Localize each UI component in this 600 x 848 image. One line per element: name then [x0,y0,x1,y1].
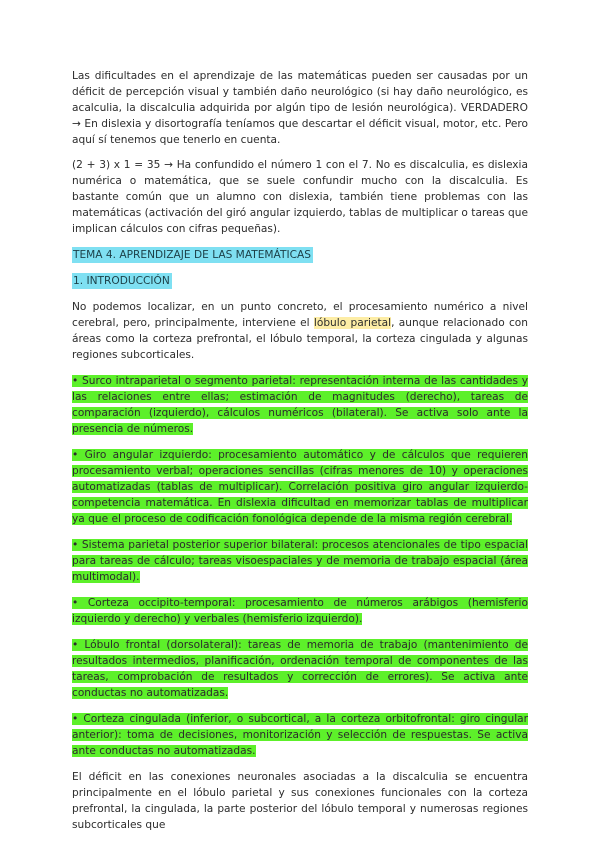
bullet-text: • Giro angular izquierdo: procesamiento automático y de cálculos que requieren procesamiento verbal; operaciones sencillas (cifras menores de 10) y operaciones automatizadas (tablas de multiplicar). Correlación positiva giro angular izquierdo-competencia matemática. En dislexia dificultad en memorizar tablas de multiplicar ya que el proceso de codificación fonológica depende de la misma región cerebral. [72,449,528,525]
bullet-text: • Surco intraparietal o segmento parietal: representación interna de las cantidades y las relaciones entre ellas; estimación de magnitudes (derecho), tareas de comparación (izquierdo), cálculos numéricos (bilateral). Se activa solo ante la presencia de números. [72,375,528,435]
bullet-corteza-occipito-temporal [72,595,528,627]
bullet-text: • Lóbulo frontal (dorsolateral): tareas de memoria de trabajo (mantenimiento de resultados intermedios, planificación, ordenación temporal de componentes de las tareas, comprobación de resultados y corrección de errores). Se activa ante conductas no automatizadas. [72,639,528,699]
section-heading-tema-4: TEMA 4. APRENDIZAJE DE LAS MATEMÁTICAS [73,249,311,261]
bullet-giro-angular [72,447,528,527]
paragraph-ejemplo-dislexia-numerica: (2 + 3) x 1 = 35 → Ha confundido el número 1 con el 7. No es discalculia, es dislexia numérica o matemática, que se suele confundir mucho con la discalculia. Es bastante común que un alumno con dislexia, también tiene problemas con las matemáticas (activación del giró angular izquierdo, tablas de multiplicar o tareas que implican cálculos con cifras pequeñas). [72,159,528,235]
document-body [72,68,528,833]
paragraph-deficit-conexiones: El déficit en las conexiones neuronales asociadas a la discalculia se encuentra principalmente en el lóbulo parietal y sus conexiones funcionales con la corteza prefrontal, la cingulada, la parte posterior del lóbulo temporal y numerosas regiones subcorticales que [72,771,528,831]
paragraph-procesamiento-numerico [72,299,528,363]
bullet-text: • Corteza cingulada (inferior, o subcortical, a la corteza orbitofrontal: giro cingular anterior): toma de decisiones, monitorización y selección de respuestas. Se activa ante conductas no automatizadas. [72,713,528,757]
section-heading-introduccion: 1. INTRODUCCIÓN [73,275,170,287]
bullet-corteza-cingulada [72,711,528,759]
paragraph-dificultades: Las dificultades en el aprendizaje de las matemáticas pueden ser causadas por un déficit de percepción visual y también daño neurológico (si hay daño neurológico, es acalculia, la discalculia adquirida por algún tipo de lesión neurológica). VERDADERO → En dislexia y disortografía teníamos que descartar el déficit visual, motor, etc. Pero aquí sí tenemos que tenerlo en cuenta. [72,70,528,146]
paragraph-text-start: No podemos localizar, en un punto concreto, el procesamiento numérico a nivel cerebral, pero, principalmente, interviene el [72,301,528,329]
bullet-text: • Corteza occipito-temporal: procesamiento de números arábigos (hemisferio izquierdo y derecho) y verbales (hemisferio izquierdo). [72,597,528,625]
bullet-surco-intraparietal [72,373,528,437]
highlighted-term-lobulo-parietal: lóbulo parietal [313,317,392,329]
bullet-sistema-parietal [72,537,528,585]
bullet-text: • Sistema parietal posterior superior bilateral: procesos atencionales de tipo espacial para tareas de cálculo; tareas visoespaciales y de memoria de trabajo espacial (área multimodal). [72,539,528,583]
paragraph-text-end: , aunque relacionado con áreas como la corteza prefrontal, el lóbulo temporal, la corteza cingulada y algunas regiones subcorticales. [72,317,528,361]
bullet-lobulo-frontal [72,637,528,701]
